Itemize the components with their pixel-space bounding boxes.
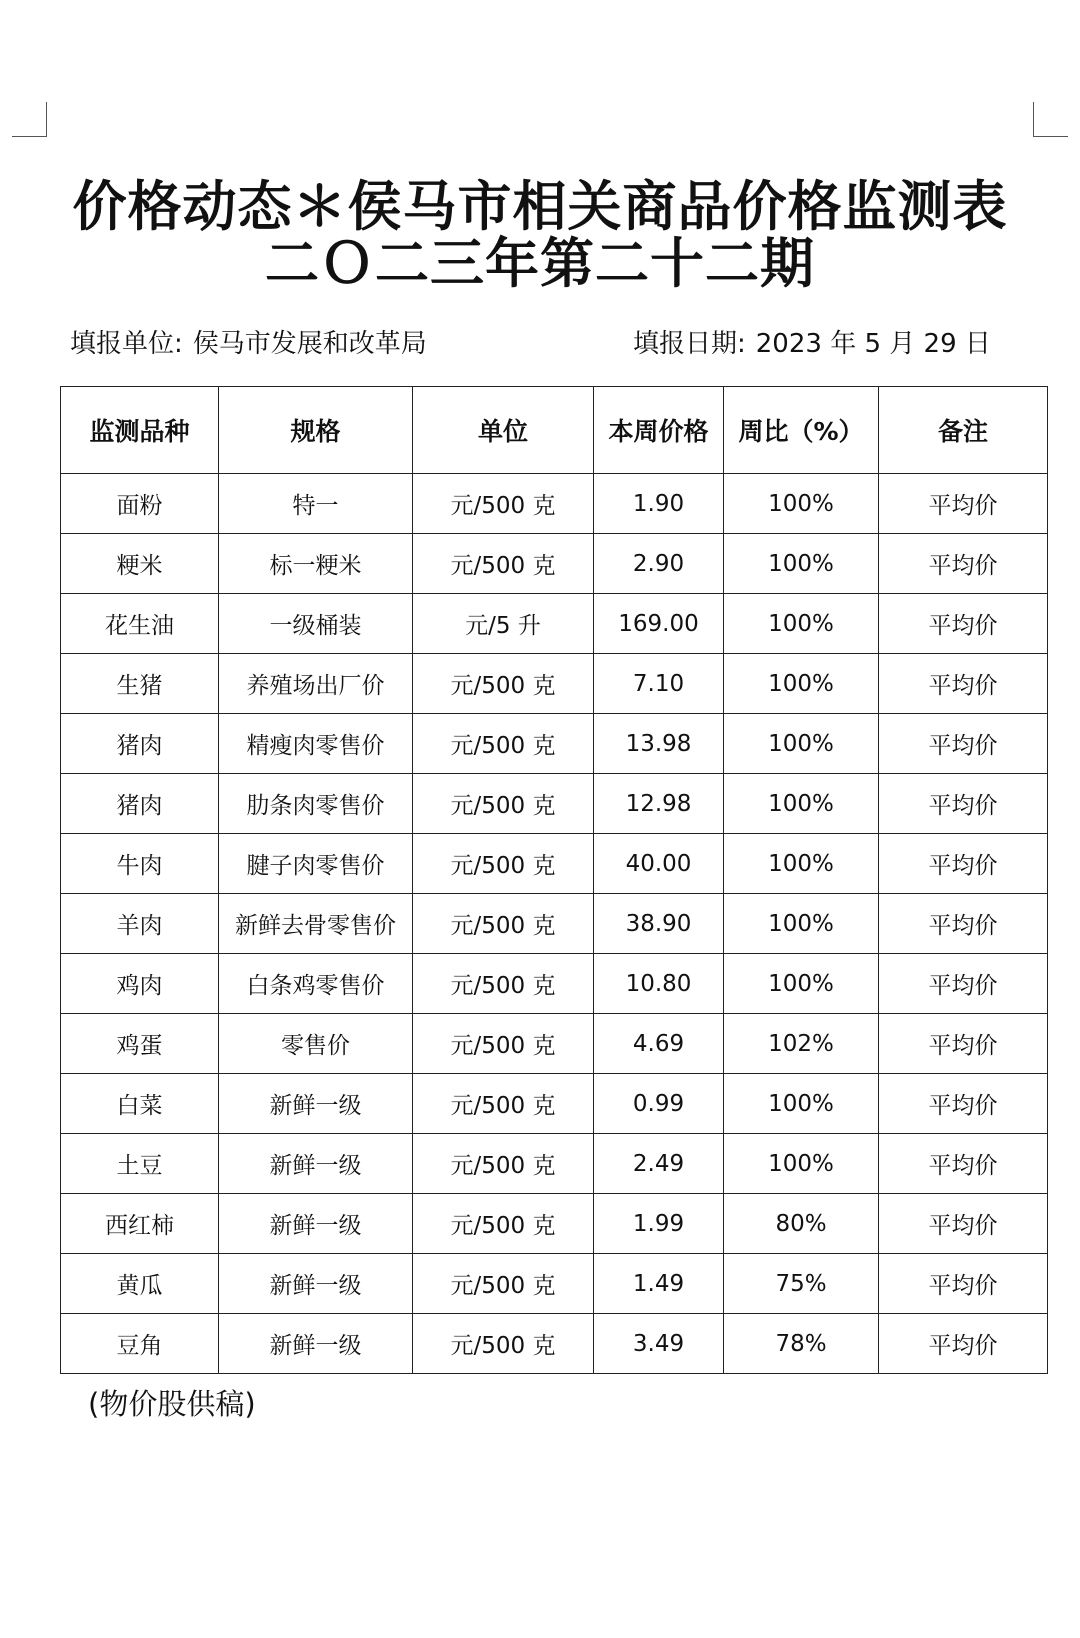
cell-item: 土豆	[61, 1134, 219, 1194]
cell-ratio: 100%	[724, 474, 879, 534]
reporting-unit-value: 侯马市发展和改革局	[192, 329, 427, 359]
cell-price: 13.98	[594, 714, 724, 774]
cell-ratio: 100%	[724, 1134, 879, 1194]
cell-item: 西红柿	[61, 1194, 219, 1254]
cell-ratio: 80%	[724, 1194, 879, 1254]
cell-unit: 元/500 克	[413, 954, 594, 1014]
cell-ratio: 100%	[724, 834, 879, 894]
header-price: 本周价格	[594, 387, 724, 474]
cell-ratio: 100%	[724, 594, 879, 654]
header-item: 监测品种	[61, 387, 219, 474]
cell-unit: 元/500 克	[413, 654, 594, 714]
cell-unit: 元/500 克	[413, 1314, 594, 1374]
cell-price: 38.90	[594, 894, 724, 954]
cell-price: 0.99	[594, 1074, 724, 1134]
table-row	[61, 1074, 1048, 1134]
source-note: (物价股供稿)	[88, 1387, 256, 1421]
cell-unit: 元/500 克	[413, 1134, 594, 1194]
cell-spec: 新鲜一级	[219, 1194, 413, 1254]
table-row	[61, 1254, 1048, 1314]
cell-price: 1.90	[594, 474, 724, 534]
cell-item: 牛肉	[61, 834, 219, 894]
cell-item: 花生油	[61, 594, 219, 654]
cell-price: 40.00	[594, 834, 724, 894]
table-row	[61, 954, 1048, 1014]
header-unit: 单位	[413, 387, 594, 474]
cell-note: 平均价	[879, 1194, 1048, 1254]
cell-ratio: 100%	[724, 654, 879, 714]
cell-price: 3.49	[594, 1314, 724, 1374]
price-monitoring-table	[60, 386, 1048, 1374]
reporting-unit-label: 填报单位:	[70, 329, 183, 359]
table-row	[61, 534, 1048, 594]
cell-spec: 特一	[219, 474, 413, 534]
cell-spec: 养殖场出厂价	[219, 654, 413, 714]
cell-unit: 元/500 克	[413, 1014, 594, 1074]
cell-note: 平均价	[879, 1134, 1048, 1194]
cell-spec: 精瘦肉零售价	[219, 714, 413, 774]
cell-unit: 元/500 克	[413, 534, 594, 594]
cell-spec: 零售价	[219, 1014, 413, 1074]
header-spec: 规格	[219, 387, 413, 474]
cell-spec: 一级桶装	[219, 594, 413, 654]
table-row	[61, 1134, 1048, 1194]
cell-item: 鸡蛋	[61, 1014, 219, 1074]
cell-spec: 标一粳米	[219, 534, 413, 594]
cell-item: 羊肉	[61, 894, 219, 954]
cell-price: 4.69	[594, 1014, 724, 1074]
cell-note: 平均价	[879, 534, 1048, 594]
cell-note: 平均价	[879, 474, 1048, 534]
reporting-date-label: 填报日期:	[633, 329, 746, 359]
cell-item: 粳米	[61, 534, 219, 594]
cell-note: 平均价	[879, 894, 1048, 954]
cell-item: 猪肉	[61, 714, 219, 774]
cell-item: 猪肉	[61, 774, 219, 834]
cell-note: 平均价	[879, 1314, 1048, 1374]
cell-note: 平均价	[879, 774, 1048, 834]
cell-price: 1.99	[594, 1194, 724, 1254]
cell-note: 平均价	[879, 654, 1048, 714]
cell-ratio: 78%	[724, 1314, 879, 1374]
page-corner-mark-top-left	[12, 102, 47, 137]
cell-note: 平均价	[879, 834, 1048, 894]
cell-unit: 元/500 克	[413, 1254, 594, 1314]
cell-unit: 元/5 升	[413, 594, 594, 654]
cell-item: 白菜	[61, 1074, 219, 1134]
table-row	[61, 654, 1048, 714]
table-header-row	[61, 387, 1048, 474]
cell-price: 169.00	[594, 594, 724, 654]
cell-unit: 元/500 克	[413, 1074, 594, 1134]
cell-ratio: 100%	[724, 894, 879, 954]
cell-price: 7.10	[594, 654, 724, 714]
cell-spec: 白条鸡零售价	[219, 954, 413, 1014]
header-ratio: 周比（%）	[724, 387, 879, 474]
cell-note: 平均价	[879, 594, 1048, 654]
cell-ratio: 100%	[724, 714, 879, 774]
cell-spec: 肋条肉零售价	[219, 774, 413, 834]
cell-price: 1.49	[594, 1254, 724, 1314]
cell-price: 2.90	[594, 534, 724, 594]
cell-price: 12.98	[594, 774, 724, 834]
cell-unit: 元/500 克	[413, 474, 594, 534]
page-corner-mark-top-right	[1033, 102, 1068, 137]
cell-ratio: 100%	[724, 1074, 879, 1134]
table-row	[61, 774, 1048, 834]
cell-price: 2.49	[594, 1134, 724, 1194]
cell-spec: 新鲜一级	[219, 1134, 413, 1194]
cell-item: 黄瓜	[61, 1254, 219, 1314]
cell-item: 面粉	[61, 474, 219, 534]
cell-spec: 新鲜一级	[219, 1074, 413, 1134]
cell-unit: 元/500 克	[413, 774, 594, 834]
cell-note: 平均价	[879, 954, 1048, 1014]
header-note: 备注	[879, 387, 1048, 474]
cell-ratio: 100%	[724, 534, 879, 594]
issue-title: 二Ｏ二三年第二十二期	[265, 232, 815, 295]
cell-unit: 元/500 克	[413, 894, 594, 954]
cell-note: 平均价	[879, 1014, 1048, 1074]
cell-spec: 新鲜去骨零售价	[219, 894, 413, 954]
cell-spec: 新鲜一级	[219, 1254, 413, 1314]
reporting-date	[633, 326, 991, 362]
cell-ratio: 100%	[724, 954, 879, 1014]
cell-unit: 元/500 克	[413, 834, 594, 894]
cell-note: 平均价	[879, 1074, 1048, 1134]
table-row	[61, 834, 1048, 894]
table-row	[61, 1194, 1048, 1254]
table-row	[61, 594, 1048, 654]
cell-note: 平均价	[879, 714, 1048, 774]
table-row	[61, 1314, 1048, 1374]
cell-spec: 新鲜一级	[219, 1314, 413, 1374]
cell-ratio: 100%	[724, 774, 879, 834]
page-title: 价格动态＊侯马市相关商品价格监测表	[72, 175, 1008, 238]
cell-price: 10.80	[594, 954, 724, 1014]
reporting-date-value: 2023 年 5 月 29 日	[755, 329, 991, 359]
cell-spec: 腱子肉零售价	[219, 834, 413, 894]
table-row	[61, 894, 1048, 954]
cell-item: 鸡肉	[61, 954, 219, 1014]
cell-item: 豆角	[61, 1314, 219, 1374]
cell-ratio: 102%	[724, 1014, 879, 1074]
table-row	[61, 474, 1048, 534]
table-row	[61, 1014, 1048, 1074]
cell-note: 平均价	[879, 1254, 1048, 1314]
cell-item: 生猪	[61, 654, 219, 714]
cell-ratio: 75%	[724, 1254, 879, 1314]
reporting-unit	[70, 326, 427, 362]
cell-unit: 元/500 克	[413, 714, 594, 774]
cell-unit: 元/500 克	[413, 1194, 594, 1254]
table-row	[61, 714, 1048, 774]
